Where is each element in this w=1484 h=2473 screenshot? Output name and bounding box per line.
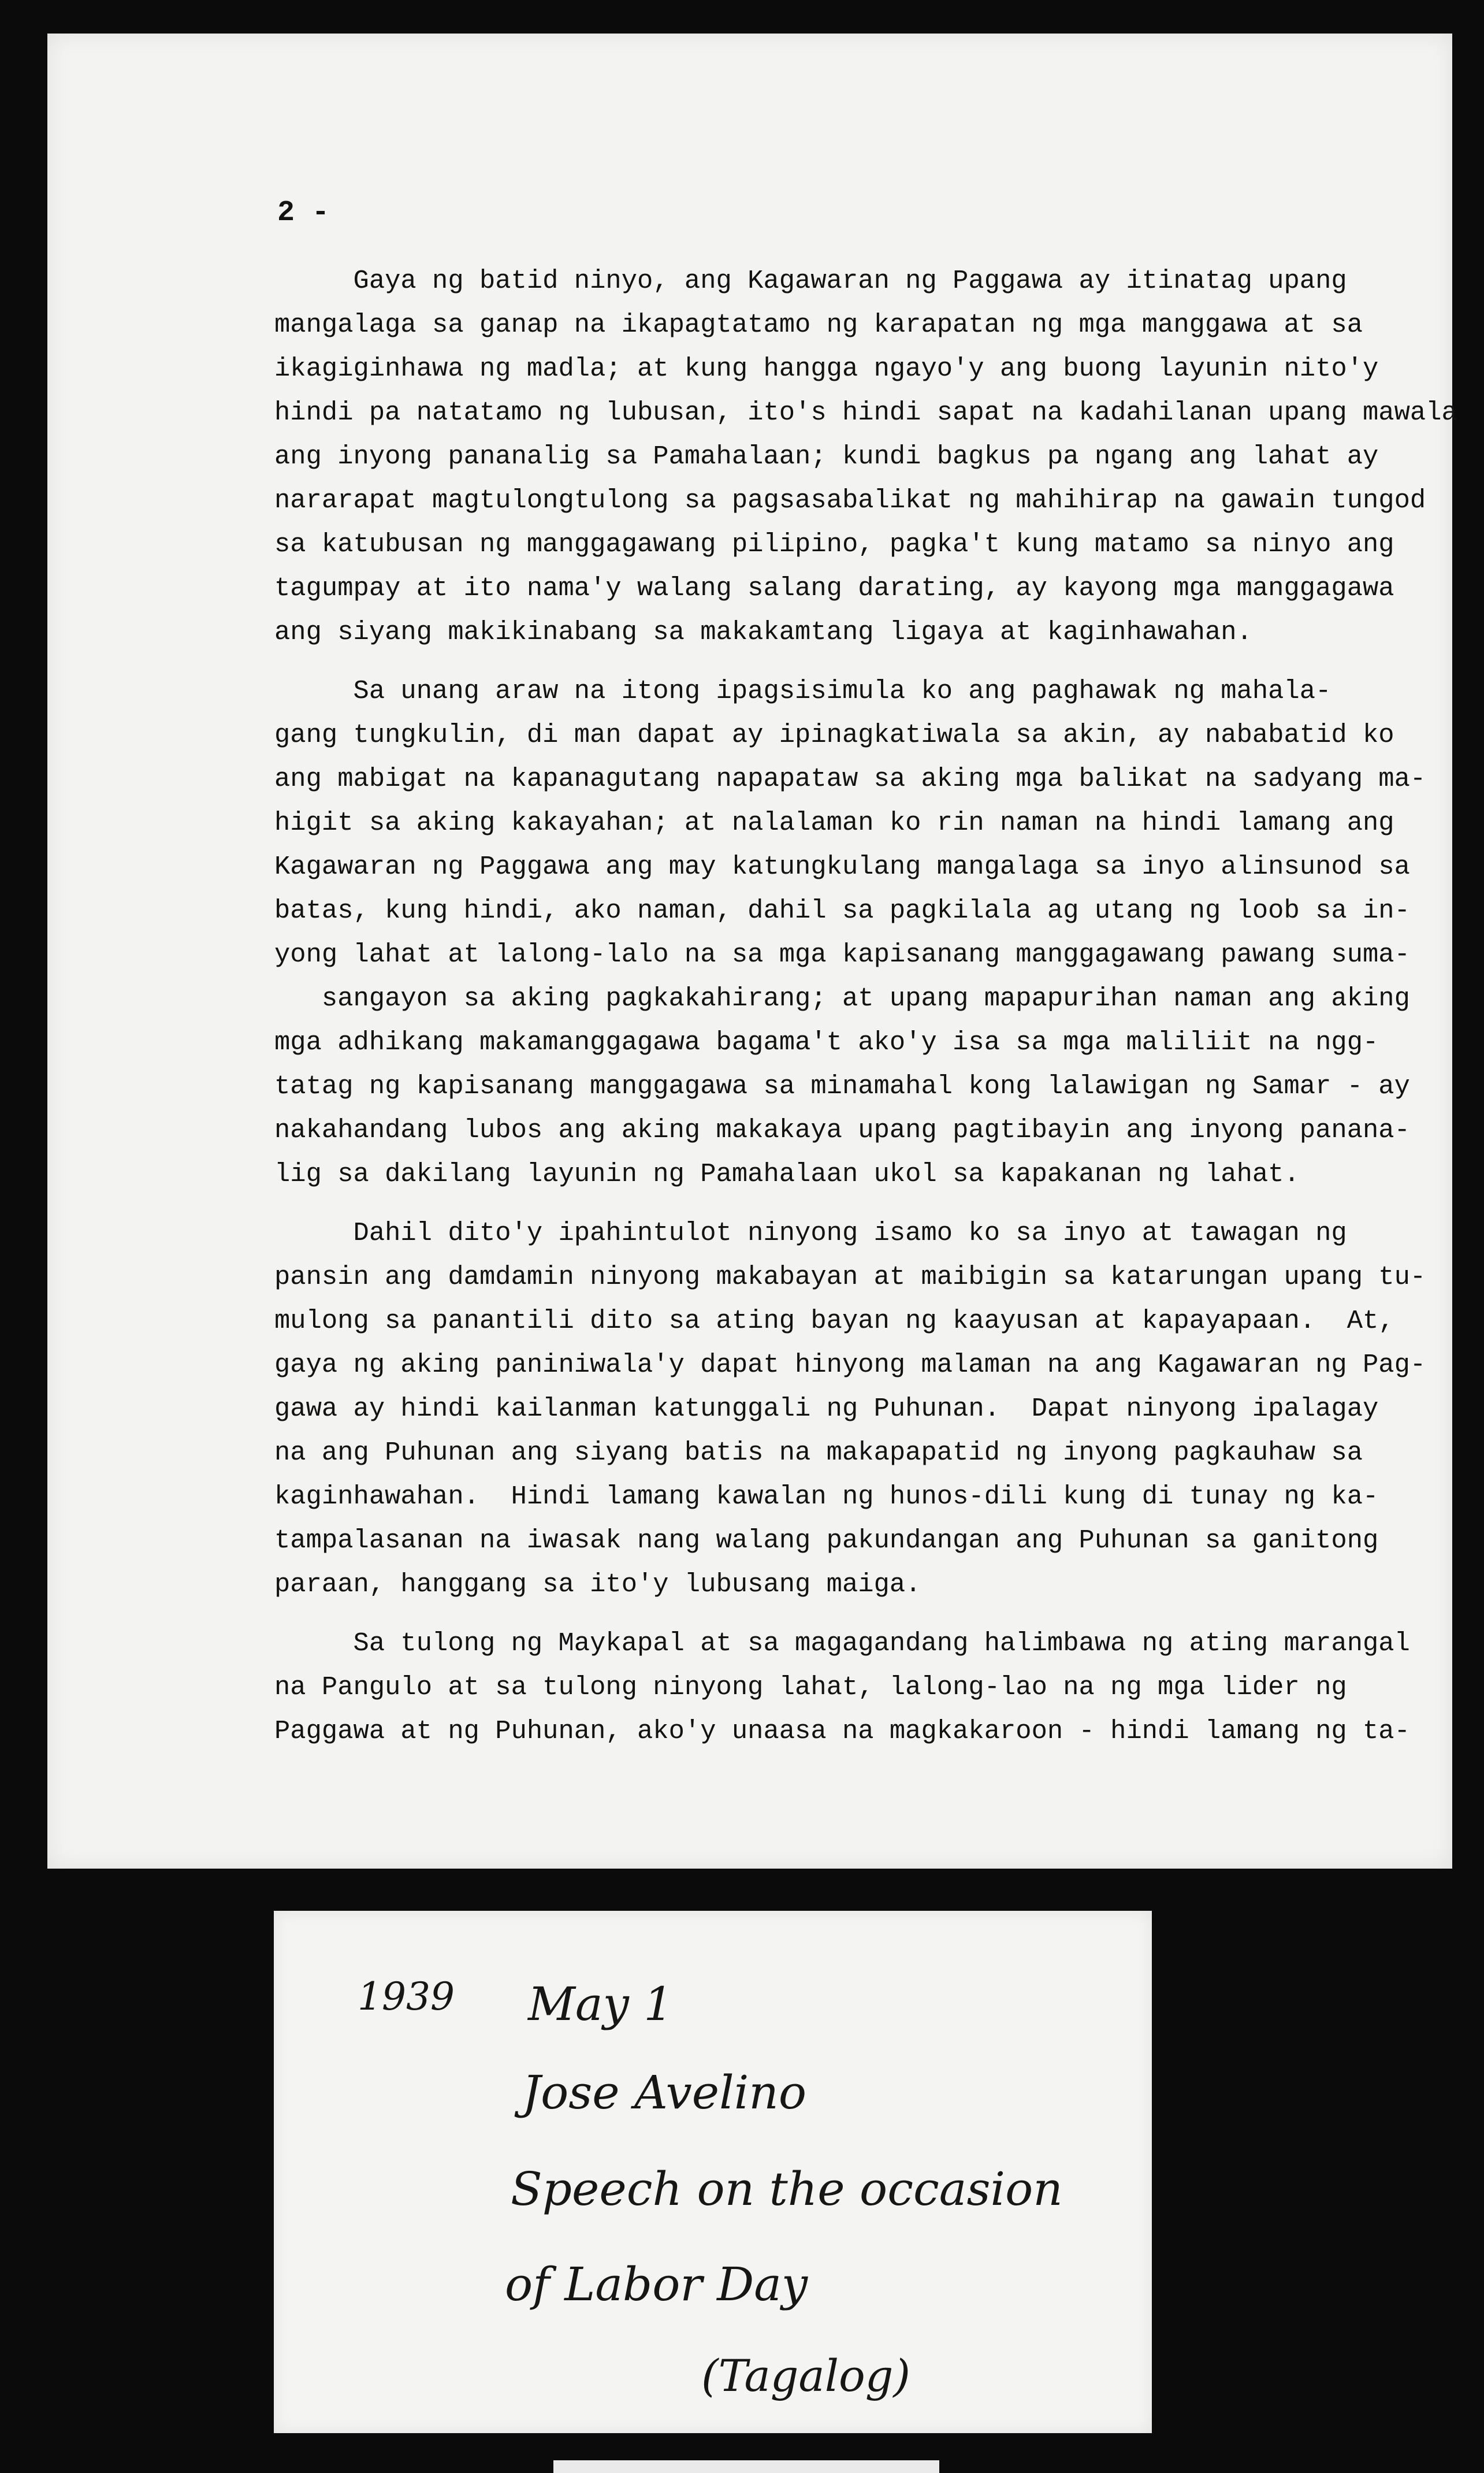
text-line: yong lahat at lalong-lalo na sa mga kapisanang manggagawang pawang suma-	[274, 940, 1410, 970]
paragraph-3	[274, 1211, 1426, 1606]
text-line: Kagawaran ng Paggawa ang may katungkulang mangalaga sa inyo alinsunod sa	[274, 852, 1410, 882]
text-line: nakahandang lubos ang aking makakaya upang pagtibayin ang inyong panana-	[274, 1115, 1410, 1145]
paragraph-4	[274, 1621, 1410, 1753]
text-line: gaya ng aking paniniwala'y dapat hinyong malaman na ang Kagawaran ng Pag-	[274, 1350, 1426, 1380]
speech-body	[274, 259, 1457, 1768]
note-year: 1939	[358, 1974, 455, 2019]
text-line: Paggawa at ng Puhunan, ako'y unaasa na magkakaroon - hindi lamang ng ta-	[274, 1716, 1410, 1746]
note-author-name: Jose Avelino	[522, 2066, 806, 2119]
text-line: lig sa dakilang layunin ng Pamahalaan ukol sa kapakanan ng lahat.	[274, 1159, 1300, 1189]
text-line: mga adhikang makamanggagawa bagama't ako'y isa sa mga maliliit na ngg-	[274, 1027, 1379, 1057]
text-line: ikagiginhawa ng madla; at kung hangga ngayo'y ang buong layunin nito'y	[274, 354, 1379, 384]
text-line: pansin ang damdamin ninyong makabayan at maibigin sa katarungan upang tu-	[274, 1262, 1426, 1292]
text-line: mulong sa panantili dito sa ating bayan ng kaayusan at kapayapaan. At,	[274, 1306, 1394, 1336]
text-line: kaginhawahan. Hindi lamang kawalan ng hunos-dili kung di tunay ng ka-	[274, 1481, 1379, 1512]
text-line: higit sa aking kakayahan; at nalalaman ko rin naman na hindi lamang ang	[274, 808, 1394, 838]
text-line: hindi pa natatamo ng lubusan, ito's hindi sapat na kadahilanan upang mawala	[274, 398, 1457, 428]
text-line: Sa tulong ng Maykapal at sa magagandang halimbawa ng ating marangal	[274, 1628, 1410, 1658]
text-line: mangalaga sa ganap na ikapagtatamo ng karapatan ng mga manggawa at sa	[274, 310, 1363, 340]
text-line: Dahil dito'y ipahintulot ninyong isamo ko sa inyo at tawagan ng	[274, 1218, 1347, 1248]
text-line: Sa unang araw na itong ipagsisimula ko ang paghawak ng mahala-	[274, 676, 1331, 706]
note-language: (Tagalog)	[701, 2350, 911, 2401]
text-line: sangayon sa aking pagkakahirang; at upang mapapurihan naman ang aking	[274, 983, 1410, 1013]
note-description-line-2: of Labor Day	[505, 2257, 808, 2311]
text-line: ang siyang makikinabang sa makakamtang ligaya at kaginhawahan.	[274, 617, 1252, 647]
typed-page	[47, 34, 1457, 1869]
paragraph-2	[274, 669, 1426, 1196]
text-line: na ang Puhunan ang siyang batis na makapapatid ng inyong pagkauhaw sa	[274, 1438, 1363, 1468]
text-line: batas, kung hindi, ako naman, dahil sa pagkilala ag utang ng loob sa in-	[274, 896, 1410, 926]
text-line: tampalasanan na iwasak nang walang pakundangan ang Puhunan sa ganitong	[274, 1525, 1379, 1555]
text-line: na Pangulo at sa tulong ninyong lahat, lalong-lao na ng mga lider ng	[274, 1672, 1347, 1702]
text-line: tatag ng kapisanang manggagawa sa minamahal kong lalawigan ng Samar - ay	[274, 1071, 1410, 1101]
text-line: nararapat magtulongtulong sa pagsasabalikat ng mahihirap na gawain tungod	[274, 485, 1426, 515]
text-line: ang mabigat na kapanagutang napapataw sa aking mga balikat na sadyang ma-	[274, 764, 1426, 794]
paragraph-1	[274, 259, 1457, 654]
text-line: gawa ay hindi kailanman katunggali ng Puhunan. Dapat ninyong ipalagay	[274, 1394, 1379, 1424]
note-date: May 1	[528, 1977, 674, 2031]
text-line: ang inyong pananalig sa Pamahalaan; kundi bagkus pa ngang ang lahat ay	[274, 441, 1379, 471]
text-line: paraan, hanggang sa ito'y lubusang maiga.	[274, 1569, 921, 1599]
text-line: Gaya ng batid ninyo, ang Kagawaran ng Paggawa ay itinatag upang	[274, 266, 1347, 296]
text-line: tagumpay at ito nama'y walang salang darating, ay kayong mga manggagawa	[274, 573, 1394, 603]
page-number: 2 -	[277, 196, 330, 229]
text-line: gang tungkulin, di man dapat ay ipinagkatiwala sa akin, ay nababatid ko	[274, 720, 1394, 750]
bottom-card-edge	[553, 2460, 939, 2473]
note-description-line-1: Speech on the occasion	[511, 2162, 1063, 2216]
text-line: sa katubusan ng manggagawang pilipino, pagka't kung matamo sa ninyo ang	[274, 529, 1394, 559]
handwritten-note-card	[274, 1911, 1152, 2433]
